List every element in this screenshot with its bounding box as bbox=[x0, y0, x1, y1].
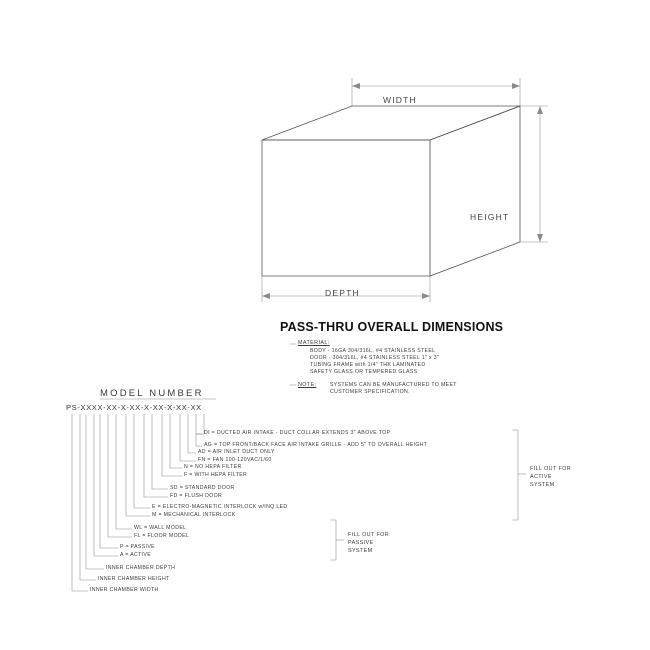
depth-dimension-label: DEPTH bbox=[325, 288, 360, 298]
note-line-2: CUSTOMER SPECIFICATION. bbox=[330, 389, 410, 395]
legend-item-3: FN = FAN 100-120VAC/1/60 bbox=[198, 457, 272, 463]
passive-system-note-line-3: SYSTEM bbox=[348, 548, 373, 554]
legend-item-12: P = PASSIVE bbox=[120, 544, 155, 550]
material-line-2: DOOR - 304/316L, #4 STAINLESS STEEL 1" x 3" bbox=[310, 355, 440, 361]
legend-item-5: F = WITH HEPA FILTER bbox=[184, 472, 248, 478]
active-system-note-line-3: SYSTEM bbox=[530, 482, 555, 488]
legend-item-9: M = MECHANICAL INTERLOCK bbox=[152, 512, 236, 518]
model-number-title: MODEL NUMBER bbox=[100, 388, 204, 399]
legend-item-14: INNER CHAMBER DEPTH bbox=[106, 565, 176, 571]
active-system-note-line-1: FILL OUT FOR bbox=[530, 466, 572, 472]
material-line-4: SAFETY GLASS OR TEMPERED GLASS bbox=[310, 369, 418, 375]
passive-system-note-line-1: FILL OUT FOR bbox=[348, 532, 390, 538]
drawing-title: PASS-THRU OVERALL DIMENSIONS bbox=[280, 320, 504, 334]
legend-item-0: DI = DUCTED AIR INTAKE - DUCT COLLAR EXTENDS 3" ABOVE TOP bbox=[204, 430, 391, 436]
model-number-code: PS-XXXX-XX-X-XX-X-XX-X-XX-XX bbox=[66, 403, 202, 412]
width-dimension-label: WIDTH bbox=[383, 95, 417, 105]
active-system-note-line-2: ACTIVE bbox=[530, 474, 552, 480]
legend-item-10: WL = WALL MODEL bbox=[134, 525, 187, 531]
passive-system-note-line-2: PASSIVE bbox=[348, 540, 374, 546]
legend-item-4: N = NO HEPA FILTER bbox=[184, 464, 242, 470]
legend-item-7: FD = FLUSH DOOR bbox=[170, 493, 223, 499]
material-line-1: BODY - 16GA 304/316L, #4 STAINLESS STEEL bbox=[310, 348, 436, 354]
material-line-3: TUBING FRAME with 1/4" THK LAMINATED bbox=[310, 362, 426, 368]
note-line-1: SYSTEMS CAN BE MANUFACTURED TO MEET bbox=[330, 382, 457, 388]
legend-item-2: AD = AIR INLET DUCT ONLY bbox=[198, 449, 275, 455]
note-heading: NOTE: bbox=[298, 382, 317, 388]
legend-item-13: A = ACTIVE bbox=[120, 552, 152, 558]
legend-item-16: INNER CHAMBER WIDTH bbox=[90, 587, 159, 593]
material-heading: MATERIAL: bbox=[298, 340, 330, 346]
legend-item-6: SD = STANDARD DOOR bbox=[170, 485, 235, 491]
legend-item-15: INNER CHAMBER HEIGHT bbox=[98, 576, 170, 582]
legend-item-11: FL = FLOOR MODEL bbox=[134, 533, 190, 539]
height-dimension-label: HEIGHT bbox=[470, 212, 510, 222]
legend-item-8: E = ELECTRO-MAGNETIC INTERLOCK w/INQ LED bbox=[152, 504, 288, 510]
legend-item-1: AG = TOP FRONT/BACK FACE AIR INTAKE GRILLE - ADD 5" TO OVERALL HEIGHT bbox=[204, 442, 428, 448]
